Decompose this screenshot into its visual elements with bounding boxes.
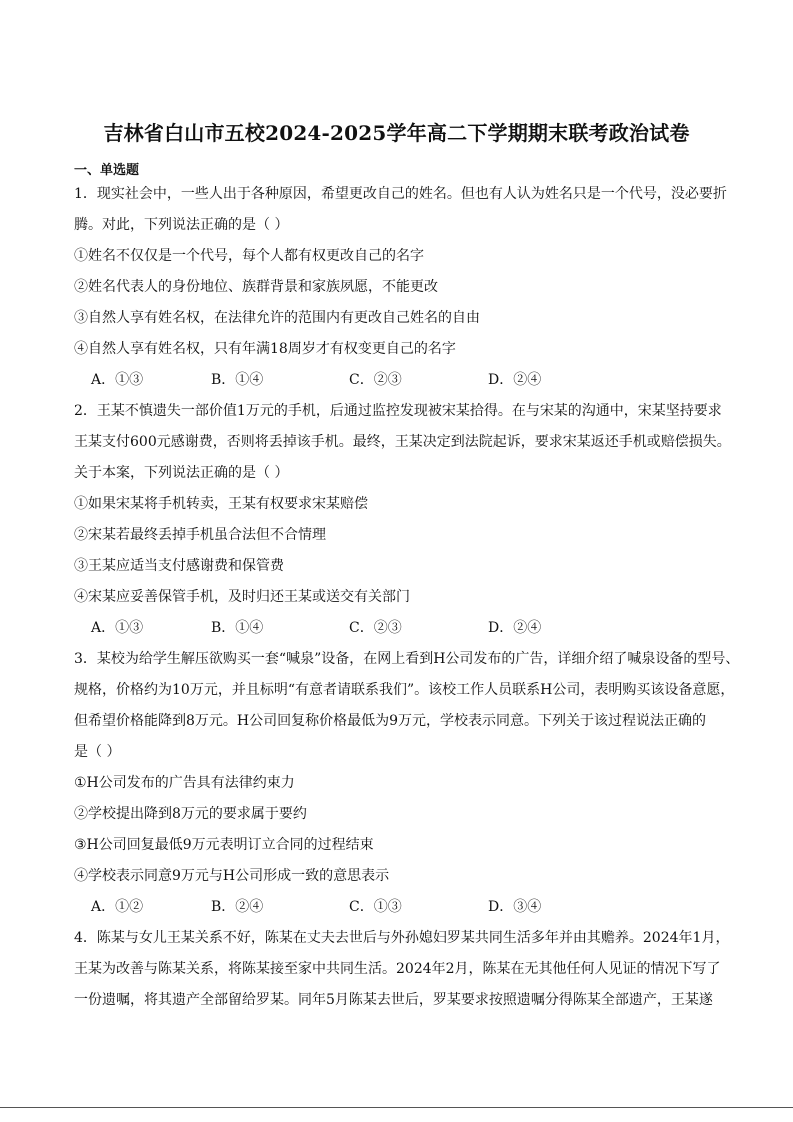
statement: ③王某应适当支付感谢费和保管费 [74,558,284,574]
statement: ②宋某若最终丢掉手机虽合法但不合情理 [74,527,326,543]
option-a: A．①② [91,899,144,915]
question-3 [74,644,740,923]
question-stem-line: 一份遗嘱，将其遗产全部留给罗某。同年5月陈某去世后，罗某要求按照遗嘱分得陈某全部遗产，王某遂 [74,992,713,1008]
question-stem-line: 4．陈某与女儿王某关系不好，陈某在丈夫去世后与外孙媳妇罗某共同生活多年并由其赡养。2024年1月， [74,930,730,946]
answer-options [74,892,724,923]
question-stem-line: 王某为改善与陈某关系，将陈某接至家中共同生活。2024年2月，陈某在无其他任何人见证的情况下写了 [74,961,721,977]
option-c: C．②③ [349,372,402,388]
question-2 [74,396,731,644]
option-c: C．②③ [349,620,402,636]
question-4 [74,923,730,1016]
question-stem-line: 3．某校为给学生解压欲购买一套“喊泉”设备，在网上看到H公司发布的广告，详细介绍了喊泉设备的型号、 [74,651,740,667]
section-heading: 一、单选题 [74,163,140,178]
statement: ④宋某应妥善保管手机，及时归还王某或送交有关部门 [74,589,410,605]
statement: ④学校表示同意9万元与H公司形成一致的意思表示 [74,868,390,884]
statement: ①姓名不仅仅是一个代号，每个人都有权更改自己的名字 [74,248,424,264]
answer-options [74,613,724,644]
question-stem-line: 2．王某不慎遗失一部价值1万元的手机，后通过监控发现被宋某拾得。在与宋某的沟通中，宋某坚持要求 [74,403,722,419]
question-stem-line: 规格，价格约为10万元，并且标明“有意者请联系我们”。该校工作人员联系H公司，表明购买该设备意愿， [74,682,735,698]
option-b: B．①④ [211,620,264,636]
option-c: C．①③ [349,899,402,915]
question-stem-line: 腾。对此，下列说法正确的是（ ） [74,217,289,233]
footer-divider [0,1107,793,1108]
statement: ①如果宋某将手机转卖，王某有权要求宋某赔偿 [74,496,368,512]
question-stem-line: 但希望价格能降到8万元。H公司回复称价格最低为9万元，学校表示同意。下列关于该过程说法正确的 [74,713,707,729]
option-d: D．③④ [488,899,542,915]
statement: ③自然人享有姓名权，在法律允许的范围内有更改自己姓名的自由 [74,310,480,326]
question-1 [74,179,727,396]
question-stem-line: 关于本案，下列说法正确的是（ ） [74,465,289,481]
question-stem-line: 是（ ） [74,744,121,760]
option-d: D．②④ [488,620,542,636]
option-b: B．①④ [211,372,264,388]
statement: ③H公司回复最低9万元表明订立合同的过程结束 [74,837,374,853]
option-a: A．①③ [91,372,144,388]
answer-options [74,365,724,396]
statement: ④自然人享有姓名权，只有年满18周岁才有权变更自己的名字 [74,341,456,357]
statement: ②学校提出降到8万元的要求属于要约 [74,806,307,822]
option-d: D．②④ [488,372,542,388]
option-a: A．①③ [91,620,144,636]
statement: ①H公司发布的广告具有法律约束力 [74,775,295,791]
question-stem-line: 王某支付600元感谢费，否则将丢掉该手机。最终，王某决定到法院起诉，要求宋某返还手机或赔偿损失。 [74,434,731,450]
page-title: 吉林省白山市五校2024-2025学年高二下学期期末联考政治试卷 [103,121,690,145]
option-b: B．②④ [211,899,264,915]
question-stem-line: 1．现实社会中，一些人出于各种原因，希望更改自己的姓名。但也有人认为姓名只是一个代号，没必要折 [74,186,727,202]
statement: ②姓名代表人的身份地位、族群背景和家族夙愿，不能更改 [74,279,438,295]
